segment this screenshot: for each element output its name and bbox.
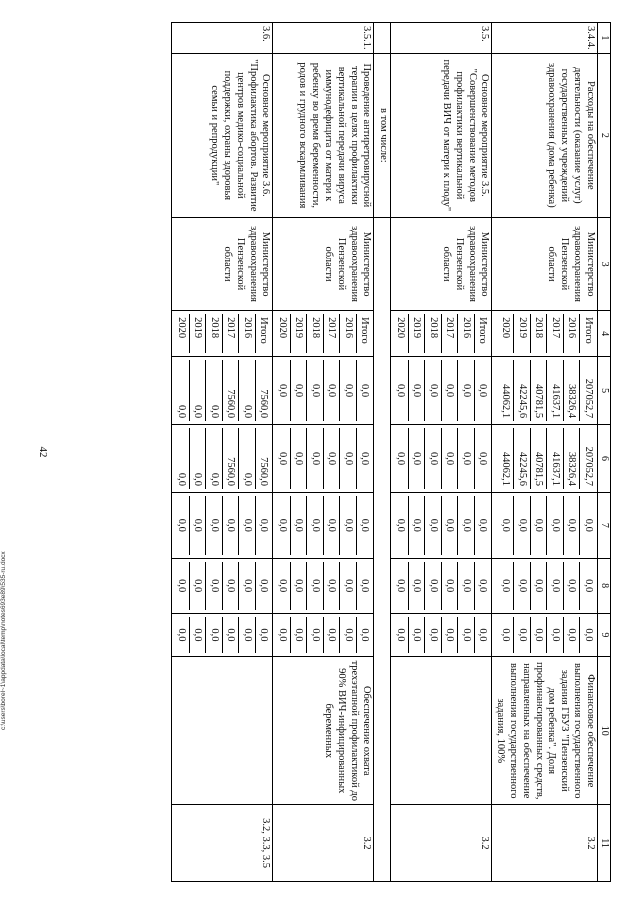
value: 41637,1 [546, 428, 563, 489]
value: 0,0 [513, 562, 530, 610]
value: 0,0 [546, 562, 563, 610]
subsection-label: в том числе: [374, 53, 391, 217]
program-activities-table [171, 22, 611, 882]
value: 0,0 [356, 562, 373, 610]
year-label: Итого [356, 314, 373, 353]
table-row [492, 23, 597, 882]
activity-name: Основное мероприятие 3.6. "Профилактика абортов. Развитие центров медико-социальной поддержки, охраны здоровья семьи и репродукции" [172, 53, 273, 217]
value: 0,0 [189, 360, 206, 421]
value: 0,0 [457, 562, 474, 610]
value: 0,0 [408, 428, 425, 489]
value: 0,0 [222, 496, 239, 555]
value: 0,0 [189, 428, 206, 489]
table-row [172, 23, 273, 882]
expected-result: Обеспечение охвата трехэтапной профилактикой до 90% ВИЧ-инфицированных беременных [273, 657, 374, 805]
regional-budget-cell [392, 428, 490, 489]
value: 0,0 [356, 617, 373, 654]
value: 0,0 [323, 360, 340, 421]
value: 0,0 [205, 562, 222, 610]
year-label: 2017 [546, 314, 563, 353]
value: 0,0 [500, 628, 512, 642]
value: 0,0 [339, 617, 356, 654]
year-label: 2018 [530, 314, 547, 353]
value: 7560,0 [255, 360, 272, 421]
column-number: 5 [597, 357, 610, 425]
value: 0,0 [306, 496, 323, 555]
value: 0,0 [339, 428, 356, 489]
column-number: 8 [597, 558, 610, 613]
value: 40781,5 [530, 428, 547, 489]
year-label: 2016 [457, 314, 474, 353]
value: 0,0 [424, 617, 441, 654]
value: 0,0 [408, 360, 425, 421]
value: 0,0 [408, 562, 425, 610]
value: 0,0 [339, 360, 356, 421]
value: 0,0 [441, 617, 458, 654]
value: 0,0 [205, 496, 222, 555]
value: 0,0 [530, 496, 547, 555]
local-budget-cell [392, 562, 490, 610]
value: 0,0 [238, 562, 255, 610]
federal-budget-cell [498, 496, 596, 555]
value: 41637,1 [546, 360, 563, 421]
regional-budget-cell [274, 428, 372, 489]
value: 0,0 [323, 562, 340, 610]
executor: Министерство здравоохранения Пензенской области [172, 218, 273, 311]
extra-budget-cell [173, 617, 271, 654]
value: 0,0 [306, 617, 323, 654]
table-row [391, 23, 492, 882]
value: 42245,6 [513, 428, 530, 489]
year-label: 2019 [513, 314, 530, 353]
column-number-row [597, 23, 610, 882]
value: 38326,4 [563, 360, 580, 421]
year-label: 2018 [205, 314, 222, 353]
value: 0,0 [500, 579, 512, 593]
value: 0,0 [222, 617, 239, 654]
value: 0,0 [474, 562, 491, 610]
year-label: 2020 [175, 317, 187, 339]
value: 0,0 [474, 428, 491, 489]
expected-result [391, 657, 492, 805]
value: 0,0 [530, 562, 547, 610]
value: 0,0 [276, 518, 288, 532]
column-number: 1 [597, 23, 610, 54]
value: 0,0 [546, 617, 563, 654]
value: 0,0 [424, 496, 441, 555]
year-label: 2019 [408, 314, 425, 353]
value: 0,0 [394, 518, 406, 532]
value: 0,0 [356, 360, 373, 421]
years-cell [498, 314, 596, 353]
table-row [273, 23, 374, 882]
year-label: 2016 [238, 314, 255, 353]
total-funding-cell [498, 360, 596, 421]
years-cell [173, 314, 271, 353]
value: 0,0 [457, 360, 474, 421]
value: 0,0 [546, 496, 563, 555]
value: 0,0 [276, 579, 288, 593]
value: 0,0 [205, 360, 222, 421]
value: 207052,7 [579, 428, 596, 489]
value: 0,0 [579, 496, 596, 555]
value: 0,0 [356, 428, 373, 489]
value: 0,0 [563, 617, 580, 654]
indicator-link: 3.2 [391, 805, 492, 882]
value: 0,0 [238, 496, 255, 555]
years-cell [392, 314, 490, 353]
executor: Министерство здравоохранения Пензенской области [492, 218, 597, 311]
value: 0,0 [530, 617, 547, 654]
value: 42245,6 [513, 360, 530, 421]
value: 0,0 [339, 562, 356, 610]
year-label: 2018 [306, 314, 323, 353]
value: 207052,7 [579, 360, 596, 421]
row-number: 3.5.1. [273, 23, 374, 54]
value: 0,0 [424, 360, 441, 421]
value: 0,0 [457, 428, 474, 489]
value: 0,0 [457, 617, 474, 654]
value: 0,0 [238, 360, 255, 421]
year-label: 2017 [441, 314, 458, 353]
value: 0,0 [323, 496, 340, 555]
value: 0,0 [175, 518, 187, 532]
value: 0,0 [323, 428, 340, 489]
value: 0,0 [563, 562, 580, 610]
subsection-row [374, 23, 391, 882]
value: 0,0 [255, 496, 272, 555]
value: 0,0 [474, 496, 491, 555]
activity-name: Проведение антиретровирусной терапии в целях профилактики вертикальной передачи вируса иммунодефицита от матери к ребенку во время беременности, родов и грудного вскармливания [273, 53, 374, 217]
value: 0,0 [189, 496, 206, 555]
row-number: 3.5. [391, 23, 492, 54]
year-label: Итого [579, 314, 596, 353]
column-number: 10 [597, 657, 610, 805]
activity-name: Основное мероприятие 3.5. "Совершенствование методов профилактики вертикальной передачи ВИЧ от матери к плоду" [391, 53, 492, 217]
value: 7560,0 [222, 428, 239, 489]
year-label: 2016 [563, 314, 580, 353]
value: 0,0 [474, 617, 491, 654]
value: 0,0 [441, 360, 458, 421]
value: 0,0 [394, 579, 406, 593]
value: 0,0 [276, 628, 288, 642]
total-funding-cell [392, 360, 490, 421]
indicator-link: 3.2 [273, 805, 374, 882]
subsection-spacer [374, 218, 391, 882]
executor: Министерство здравоохранения Пензенской области [273, 218, 374, 311]
year-label: 2020 [394, 317, 406, 339]
value: 0,0 [394, 451, 406, 466]
value: 0,0 [175, 579, 187, 593]
year-label: Итого [474, 314, 491, 353]
year-label: 2019 [290, 314, 307, 353]
value: 0,0 [408, 617, 425, 654]
value: 0,0 [189, 617, 206, 654]
value: 0,0 [424, 562, 441, 610]
year-label: 2017 [323, 314, 340, 353]
value: 0,0 [175, 404, 187, 419]
value: 7560,0 [222, 360, 239, 421]
years-cell [274, 314, 372, 353]
footer-path: c:\users\borel~1\appdata\local\temp\notes693e89\535-ru.docx [0, 551, 7, 730]
value: 0,0 [306, 562, 323, 610]
value: 0,0 [290, 496, 307, 555]
expected-result: Финансовое обеспечение выполнения государственного задания ГБУЗ "Пензенский дом ребенка". Доля профинансированных средств, направленных на обеспечение выполнения государственного задания, 100% [492, 657, 597, 805]
value: 0,0 [394, 384, 406, 398]
column-number: 6 [597, 425, 610, 493]
value: 0,0 [500, 518, 512, 532]
value: 0,0 [408, 496, 425, 555]
column-number: 11 [597, 805, 610, 882]
local-budget-cell [274, 562, 372, 610]
value: 0,0 [255, 617, 272, 654]
value: 40781,5 [530, 360, 547, 421]
value: 0,0 [563, 496, 580, 555]
indicator-link: 3.2, 3.3, 3.5 [172, 805, 273, 882]
value: 0,0 [238, 428, 255, 489]
row-number [374, 23, 391, 54]
extra-budget-cell [498, 617, 596, 654]
year-label: 2018 [424, 314, 441, 353]
value: 0,0 [424, 428, 441, 489]
value: 7560,0 [255, 428, 272, 489]
indicator-link: 3.2 [492, 805, 597, 882]
column-number: 7 [597, 493, 610, 559]
value: 0,0 [189, 562, 206, 610]
column-number: 3 [597, 218, 610, 311]
value: 0,0 [290, 428, 307, 489]
value: 0,0 [441, 496, 458, 555]
row-number: 3.4.4. [492, 23, 597, 54]
value: 0,0 [290, 617, 307, 654]
value: 0,0 [175, 472, 187, 486]
activity-name: Расходы на обеспечение деятельности (оказание услуг) государственных учреждений здравоохранения (дома ребенка) [492, 53, 597, 217]
value: 44062,1 [500, 383, 512, 419]
federal-budget-cell [173, 496, 271, 555]
year-label: 2017 [222, 314, 239, 353]
value: 0,0 [579, 617, 596, 654]
year-label: 2020 [500, 317, 512, 339]
column-number: 4 [597, 311, 610, 357]
year-label: 2019 [189, 314, 206, 353]
executor: Министерство здравоохранения Пензенской области [391, 218, 492, 311]
value: 0,0 [457, 496, 474, 555]
value: 0,0 [255, 562, 272, 610]
regional-budget-cell [173, 428, 271, 489]
value: 0,0 [306, 360, 323, 421]
page-number: 42 [37, 446, 49, 458]
local-budget-cell [498, 562, 596, 610]
value: 44062,1 [500, 451, 512, 486]
value: 0,0 [306, 428, 323, 489]
value: 0,0 [222, 562, 239, 610]
value: 0,0 [276, 451, 288, 466]
value: 0,0 [394, 628, 406, 642]
value: 0,0 [238, 617, 255, 654]
value: 0,0 [579, 562, 596, 610]
value: 0,0 [205, 617, 222, 654]
extra-budget-cell [392, 617, 490, 654]
value: 0,0 [513, 617, 530, 654]
value: 0,0 [474, 360, 491, 421]
value: 0,0 [339, 496, 356, 555]
extra-budget-cell [274, 617, 372, 654]
value: 0,0 [276, 384, 288, 398]
value: 0,0 [290, 360, 307, 421]
rotated-table-container [81, 22, 611, 882]
value: 0,0 [175, 628, 187, 642]
value: 0,0 [205, 428, 222, 489]
regional-budget-cell [498, 428, 596, 489]
year-label: 2020 [276, 317, 288, 339]
value: 0,0 [441, 428, 458, 489]
row-number: 3.6. [172, 23, 273, 54]
total-funding-cell [274, 360, 372, 421]
local-budget-cell [173, 562, 271, 610]
year-label: Итого [255, 314, 272, 353]
value: 0,0 [323, 617, 340, 654]
value: 38326,4 [563, 428, 580, 489]
value: 0,0 [441, 562, 458, 610]
column-number: 2 [597, 53, 610, 217]
year-label: 2016 [339, 314, 356, 353]
value: 0,0 [513, 496, 530, 555]
column-number: 9 [597, 613, 610, 657]
value: 0,0 [356, 496, 373, 555]
value: 0,0 [290, 562, 307, 610]
expected-result [172, 657, 273, 805]
total-funding-cell [173, 360, 271, 421]
federal-budget-cell [274, 496, 372, 555]
federal-budget-cell [392, 496, 490, 555]
